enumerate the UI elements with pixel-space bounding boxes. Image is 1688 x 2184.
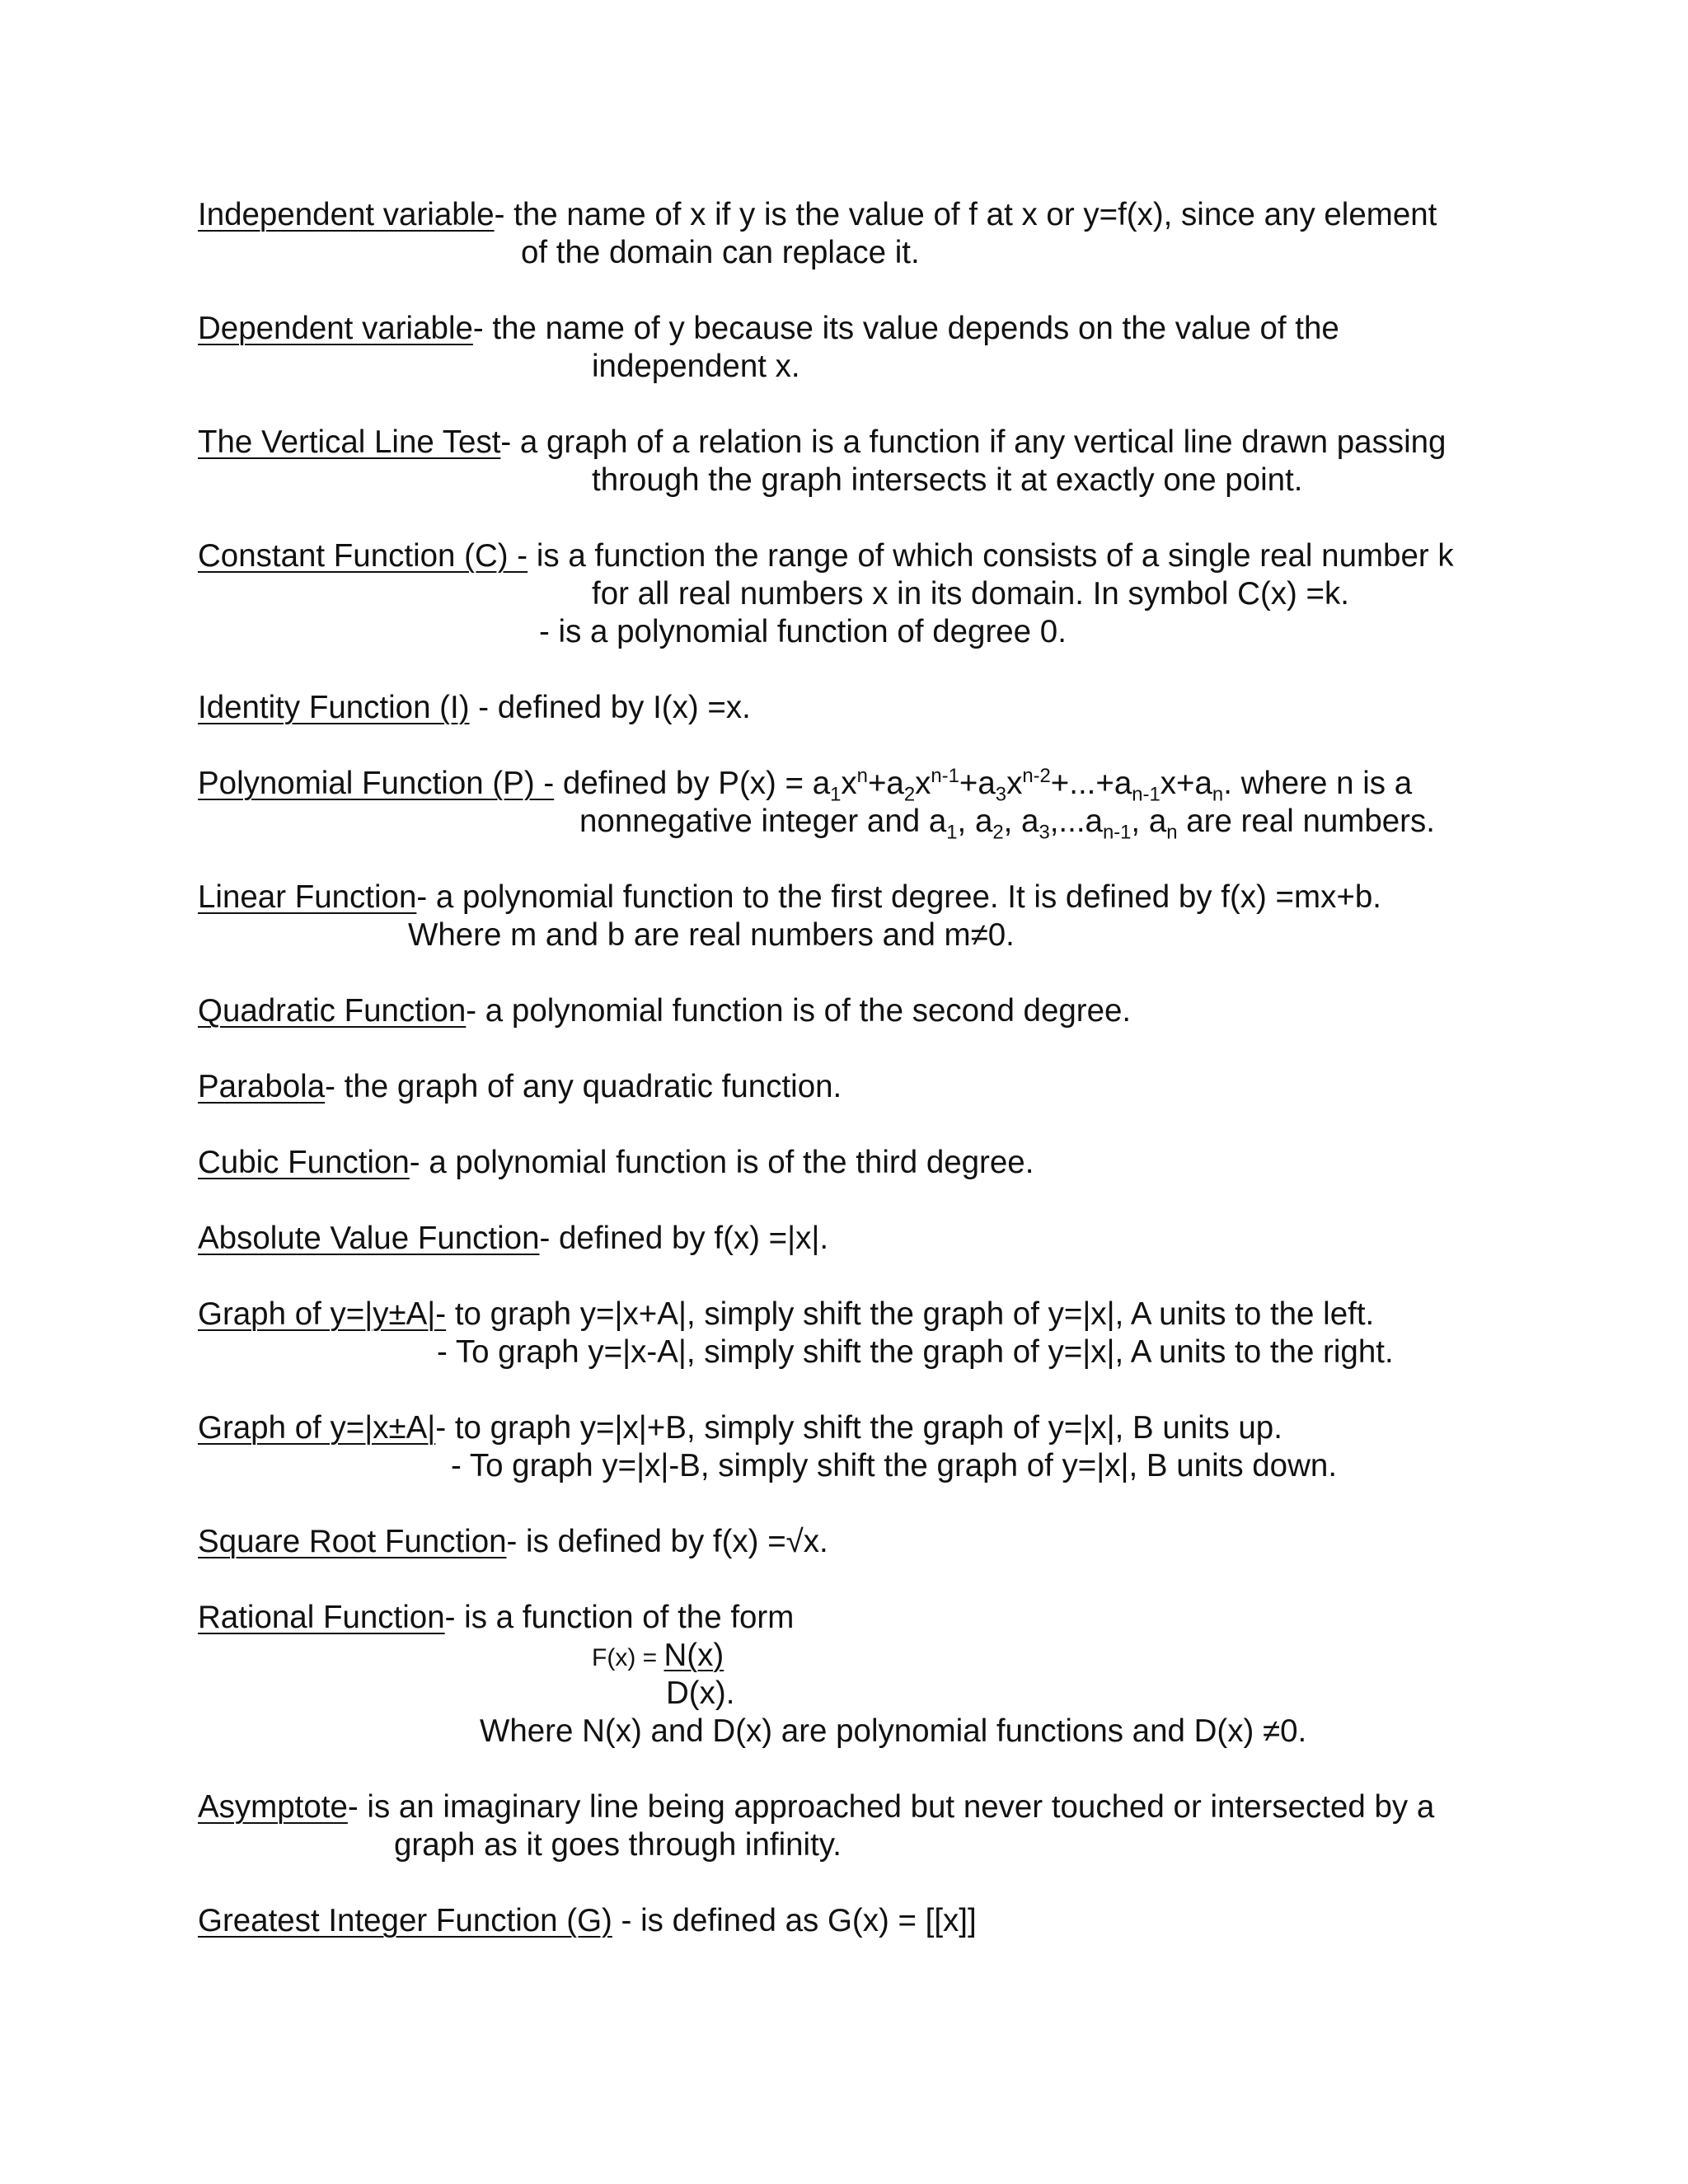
term-graph-horizontal-shift: Graph of y=|y±A|- bbox=[198, 1296, 447, 1332]
term-quadratic-function: Quadratic Function bbox=[198, 993, 467, 1029]
definition-continuation: for all real numbers x in its domain. In symbol C(x) =k. bbox=[592, 576, 1349, 612]
definition-text: - a polynomial function is of the second degree. bbox=[466, 993, 1132, 1029]
definition-line bbox=[198, 1902, 977, 1940]
definition-line bbox=[198, 879, 1381, 916]
definition-text: - a polynomial function is of the third degree. bbox=[409, 1145, 1034, 1180]
term-graph-vertical-shift: Graph of y=|x±A| bbox=[198, 1410, 436, 1446]
definition-line bbox=[198, 765, 1413, 806]
definition-text: - the graph of any quadratic function. bbox=[325, 1069, 842, 1104]
definition-line bbox=[198, 310, 1339, 348]
term-rational-function: Rational Function bbox=[198, 1600, 445, 1635]
definition-line bbox=[198, 992, 1131, 1030]
definition-text: is a function the range of which consists of a single real number k bbox=[528, 538, 1454, 574]
definition-line bbox=[198, 537, 1454, 575]
definition-line bbox=[198, 1523, 828, 1561]
definition-line bbox=[198, 1296, 1374, 1333]
rational-formula-numerator-line bbox=[592, 1637, 724, 1677]
polynomial-formula: defined by $P(x) = a_1x^n+a_2x^{n-1}+a_3x^{n-2}+...+a_{n-1}x+a_n$. where n is a bbox=[554, 765, 1413, 806]
definition-text: - a graph of a relation is a function if any vertical line drawn passing bbox=[500, 424, 1447, 460]
definition-line bbox=[198, 196, 1437, 234]
formula-lhs: F(x) = bbox=[592, 1644, 664, 1671]
definition-continuation: nonnegative integer and $a_1$, $a_2$, $a_3,...a_{n-1}$, $a_n$ are real numbers. bbox=[579, 804, 1435, 844]
definition-text: - is an imaginary line being approached but never touched or intersected by a bbox=[347, 1789, 1435, 1825]
definition-text: - is defined by f(x) =√x. bbox=[506, 1524, 828, 1559]
definition-continuation: Where N(x) and D(x) are polynomial functions and D(x) ≠0. bbox=[480, 1713, 1307, 1749]
term-asymptote: Asymptote bbox=[198, 1789, 348, 1825]
formula-denominator: D(x). bbox=[666, 1675, 735, 1711]
term-independent-variable: Independent variable bbox=[198, 197, 495, 232]
term-linear-function: Linear Function bbox=[198, 879, 417, 915]
term-vertical-line-test: The Vertical Line Test bbox=[198, 424, 501, 460]
definition-continuation: of the domain can replace it. bbox=[521, 235, 920, 270]
term-dependent-variable: Dependent variable bbox=[198, 311, 473, 346]
definition-continuation: through the graph intersects it at exactly one point. bbox=[592, 462, 1303, 498]
definition-text: - the name of y because its value depends on the value of the bbox=[472, 311, 1339, 346]
term-parabola: Parabola bbox=[198, 1069, 326, 1104]
term-absolute-value-function: Absolute Value Function bbox=[198, 1221, 540, 1256]
definition-text: - is a function of the form bbox=[444, 1600, 795, 1635]
term-identity-function: Identity Function (I) bbox=[198, 690, 470, 725]
term-polynomial-function: Polynomial Function (P) - bbox=[198, 766, 555, 801]
formula-numerator: N(x) bbox=[663, 1638, 724, 1673]
definition-line bbox=[198, 1409, 1282, 1447]
definition-line bbox=[198, 1220, 828, 1258]
definition-continuation: - To graph y=|x|-B, simply shift the graph of y=|x|, B units down. bbox=[451, 1448, 1338, 1483]
definition-line bbox=[198, 1068, 842, 1106]
term-cubic-function: Cubic Function bbox=[198, 1145, 410, 1180]
definition-continuation: - To graph y=|x-A|, simply shift the graph of y=|x|, A units to the right. bbox=[437, 1334, 1394, 1370]
definition-continuation: Where m and b are real numbers and m≠0. bbox=[408, 917, 1015, 953]
term-square-root-function: Square Root Function bbox=[198, 1524, 507, 1559]
definition-continuation: - is a polynomial function of degree 0. bbox=[539, 614, 1067, 649]
definition-line bbox=[198, 1144, 1034, 1182]
definition-line bbox=[198, 1788, 1434, 1826]
definition-line bbox=[198, 1599, 794, 1637]
definition-text: - defined by f(x) =|x|. bbox=[539, 1221, 829, 1256]
definition-text: - to graph y=|x|+B, simply shift the graph of y=|x|, B units up. bbox=[435, 1410, 1282, 1446]
definition-line bbox=[198, 689, 751, 727]
definition-text: to graph y=|x+A|, simply shift the graph of y=|x|, A units to the left. bbox=[446, 1296, 1375, 1332]
definition-continuation: independent x. bbox=[592, 349, 800, 384]
definition-text: - is defined as G(x) = [[x]] bbox=[612, 1903, 977, 1938]
definition-text: - defined by I(x) =x. bbox=[469, 690, 751, 725]
term-greatest-integer-function: Greatest Integer Function (G) bbox=[198, 1903, 612, 1938]
definition-line bbox=[198, 424, 1446, 462]
definition-text: - the name of x if y is the value of f at x or y=f(x), since any element bbox=[494, 197, 1437, 232]
definition-continuation: graph as it goes through infinity. bbox=[394, 1827, 842, 1863]
definition-text: - a polynomial function to the first degree. It is defined by f(x) =mx+b. bbox=[416, 879, 1381, 915]
term-constant-function: Constant Function (C) - bbox=[198, 538, 528, 574]
